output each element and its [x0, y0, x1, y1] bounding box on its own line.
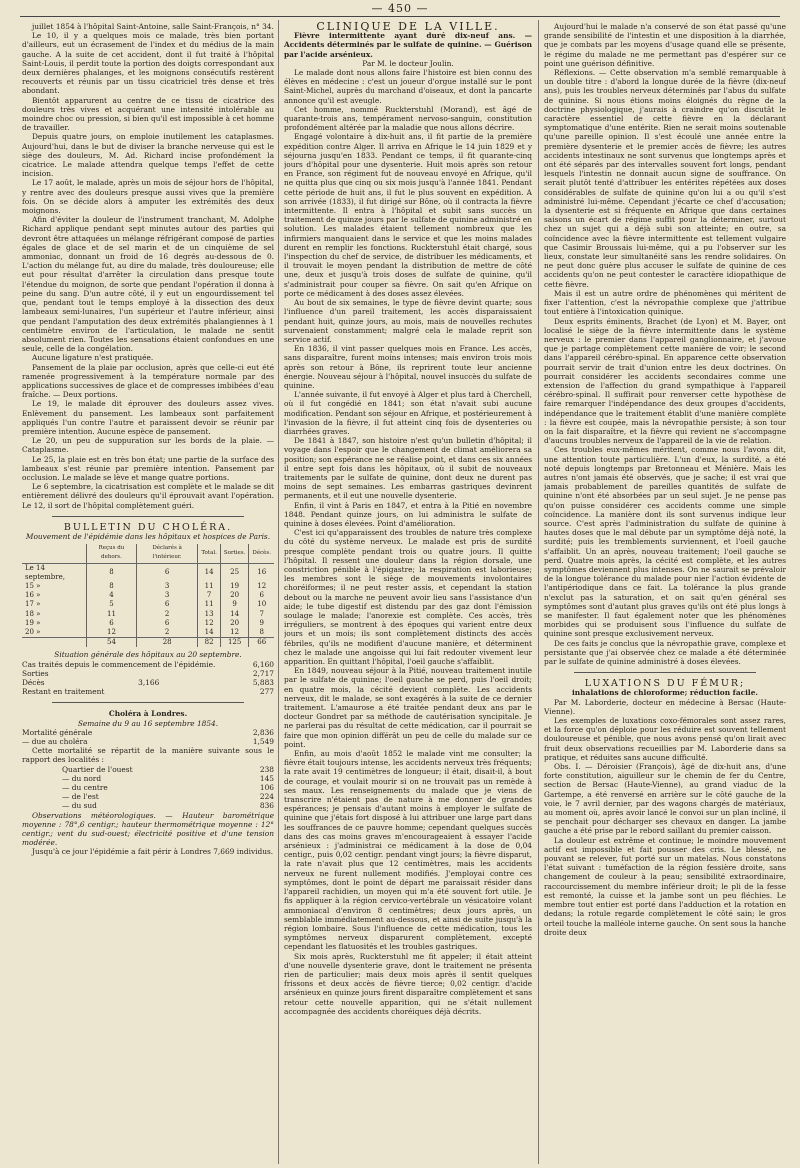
table-cell: 18 »: [25, 609, 41, 618]
table-row: [22, 628, 274, 638]
paragraph: Le 10, il y a quelques mois ce malade, très bien portant d'ailleurs, eut un écrasement de l'index et du médius de la main gauche. A la suite de cet accident, dont il fut traité à l'hôpital Saint-Louis, il perdit toute la portion des doigts correspondant aux deux dernières phalanges, et les moignons consécutifs restèrent recouverts et réunis par un tissu cicatriciel très dense et très abondant.: [22, 31, 274, 96]
luxations-author: Par M. Laborderie, docteur en médecine à Bersac (Haute-Vienne).: [544, 697, 786, 716]
table-header-row: [22, 544, 274, 563]
table-cell: 19 »: [25, 618, 41, 627]
table-cell: 15 »: [25, 581, 41, 590]
table-body: [22, 563, 274, 647]
situation-treated: [22, 660, 274, 669]
table-cell: 5: [86, 600, 136, 609]
quarter-row: [22, 792, 274, 801]
paragraph: Six mois après, Ruckterstuhl me fit appeler; il était atteint d'une nouvelle dysenterie grave, dont le traitement ne présenta rien de particulier; mais deux mois après il sentit quelques frissons et deux accès de fièvre tierce; 0,02 centigr. d'acide arsénieux en quinze jours firent disparaître complètement et sans retour cette nouvelle apparition, qui ne s'était nullement accompagnée des accidents choréiques déjà décrits.: [284, 951, 532, 1016]
article-continuation: [544, 22, 786, 666]
table-cell: 3: [136, 591, 197, 600]
paragraph: L'année suivante, il fut envoyé à Alger et plus tard à Cherchell, où il fut congédié en 1841; son état n'avait subi aucune modification. Pendant son séjour en Afrique, et postérieurement à l'invasion de la fièvre, il fut atteint cinq fois de dysenteries ou diarrhées graves.: [284, 390, 532, 436]
table-cell: 9: [249, 619, 274, 628]
table-cell: 6: [136, 600, 197, 609]
situation-value: 6,160: [252, 659, 274, 669]
london-cholera: [22, 737, 274, 746]
table-total-row: [22, 638, 274, 648]
situation-value: 2,717: [252, 668, 274, 678]
table-cell: 4: [86, 591, 136, 600]
situation-label: Décès: [22, 678, 45, 688]
london-value: 2,836: [252, 727, 274, 737]
quarters-list: [22, 765, 274, 811]
column-right: [544, 22, 786, 1162]
paragraph: La douleur est extrême et continue; le moindre mouvement actif est impossible et fait pousser des cris. Le blessé, ne pouvant se relever, fut porté sur un matelas. Nous constatons l'état suivant : tuméfaction de la région fessière droite, sans changement de couleur à la peau; sensibilité extraordinaire, raccourcissement du membre inférieur droit; le pli de la fesse est remonté, la cuisse et la jambe sont un peu fléchies. Le membre tout entier est porté dans l'adduction et la rotation en dedans; la rotule regarde complètement le côté sain; le gros orteil touche la malléole interne gauche. On sent sous la hanche droite deux: [544, 835, 786, 937]
luxations-title: LUXATIONS DU FÉMUR;: [584, 678, 746, 690]
table-cell: 8: [86, 582, 136, 591]
table-cell: 66: [249, 638, 274, 648]
paragraph: En 1836, il vint passer quelques mois en France. Les accès, sans disparaître, furent moins intenses; mais environ trois mois après son retour à Bône, ils reprirent toute leur ancienne énergie. Nouveau séjour à l'hôpital, nouvel insuccès du sulfate de quinine.: [284, 344, 532, 390]
situation-sum: 5,883: [252, 678, 274, 688]
divider: [574, 672, 756, 673]
bulletin-title: BULLETIN DU CHOLÉRA.: [63, 521, 233, 533]
table-cell: 14: [198, 628, 221, 638]
table-cell: 20 »: [25, 628, 41, 636]
paragraph: Afin d'éviter la douleur de l'instrument tranchant, M. Adolphe Richard applique pendant sept minutes autour des parties qui devront être attaquées un mélange réfrigérant composé de parties égales de glace et de sel marin et de un cinquième de sel ammoniac, donnant un froid de 16 degrés au-dessous de 0. L'action du mélange fut, au dire du malade, très douloureuse; elle eut pour résultat d'arrêter la circulation dans presque toute l'étendue du moignon, de sorte que pendant l'opération il donna à peine du sang. D'un autre côté, il y eut un engourdissement tel que, pendant tout le temps employé à la dissection des deux lambeaux semi-lunaires, l'un supérieur et l'autre inférieur, ainsi que pendant l'amputation des deux extrémités phalangiennes à 1 centimètre environ de l'articulation, le malade ne sentit absolument rien. Toutes les sensations étaient confondues en une seule, celle de la congélation.: [22, 215, 274, 354]
table-cell: 20: [220, 619, 249, 628]
table-cell: 12: [249, 582, 274, 591]
table-cell: 2: [136, 610, 197, 619]
table-cell: 16: [249, 563, 274, 582]
divider: [52, 702, 244, 703]
situation-value: 3,166: [138, 678, 160, 688]
table-cell: 8: [249, 628, 274, 638]
table-header-cell: Déclarés à l'intérieur.: [136, 544, 197, 563]
quarter-label: — du centre: [62, 783, 108, 793]
table-cell: 12: [86, 628, 136, 638]
final-note: Jusqu'à ce jour l'épidémie a fait périr à Londres 7,669 individus.: [32, 847, 274, 857]
table-header-cell: [22, 544, 86, 563]
paragraph: Aucune ligature n'est pratiquée.: [32, 353, 154, 363]
london-subtitle: Semaine du 9 au 16 septembre 1854.: [77, 718, 219, 728]
table-header-cell: Décès.: [249, 544, 274, 563]
quarter-row: [22, 774, 274, 783]
table-cell: 17 »: [25, 600, 41, 609]
table-cell: 6: [136, 619, 197, 628]
paragraph: Réflexions. — Cette observation m'a semblé remarquable à un double titre : d'abord la longue durée de la fièvre (dix-neuf ans), puis les troubles nerveux déterminés par l'abus du sulfate de quinine. Si nous étions moins éloignés du règne de la doctrine physiologique, j'aurais à craindre qu'on discutât le caractère essentiel de cette fièvre en la déclarant symptomatique d'une entérite. Rien ne serait moins soutenable qu'une pareille opinion. Il s'est écoulé une année entre la première dysenterie et le premier accès de fièvre; les autres accidents intestinaux ne sont survenus que longtemps après et ont été séparés par des intervalles souvent fort longs, pendant lesquels l'intestin ne donnait aucun signe de souffrance. On serait plutôt tenté d'attribuer les entérites répétées aux doses considérables de sulfate de quinine qu'on lui a ou qu'il s'est administré lui-même. Cependant j'écarte ce chef d'accusation; la dysenterie est si fréquente en Afrique que dans certaines saisons un écart de régime suffit pour la déterminer, surtout chez un sujet qui a déjà subi son atteinte; en outre, sa coïncidence avec la fièvre intermittente est tellement vulgaire que Casimir Broussais lui-même, qui a pu l'observer sur les lieux, constate leur simultanéité sans les rendre solidaires. On ne peut donc guère plus accuser le sulfate de quinine de ces accidents qu'on ne peut contester le caractère idiopathique de cette fièvre.: [544, 68, 786, 289]
quarter-row: [22, 783, 274, 792]
paragraph: Enfin, il vint à Paris en 1847, et entra à la Pitié en novembre 1848. Pendant quinze jours, on lui administra le sulfate de quinine à doses élevées. Point d'amélioration.: [284, 500, 532, 528]
london-note: Cette mortalité se répartit de la manière suivante sous le rapport des localités :: [22, 746, 274, 765]
table-cell: 82: [198, 638, 221, 648]
quarter-value: 106: [259, 783, 274, 793]
situation-remaining: [22, 687, 274, 696]
luxations-subtitle: inhalations de chloroforme; réduction facile.: [572, 688, 758, 698]
table-cell: 11: [198, 600, 221, 609]
paragraph: Aujourd'hui le malade n'a conservé de son état passé qu'une grande sensibilité de l'intestin et une disposition à la diarrhée, que je combats par les moyens d'usage quand elle se présente, le régime du malade ne me permettant pas d'espérer sur ce point une guérison définitive.: [544, 22, 786, 68]
bulletin-subtitle: Mouvement de l'épidémie dans les hôpitaux et hospices de Paris.: [25, 531, 271, 541]
paragraph: Enfin, au mois d'août 1852 le malade vint me consulter; la fièvre était toujours intense, les accidents nerveux très fréquents; la rate avait 19 centimètres de longueur; il était, disait-il, à bout de courage, et voulait mourir si on ne trouvait pas un remède à ses maux. Les renseignements du malade que je viens de transcrire n'étaient pas de nature à me donner de grandes espérances; je pensais d'autant moins à employer le sulfate de quinine que j'étais fort disposé à lui attribuer une large part dans les souffrances de ce pauvre homme; cependant quelques succès dans des cas moins graves m'encourageaient à essayer l'acide arsénieux : j'administrai ce médicament à la dose de 0,04 centigr., puis 0,02 centigr. pendant vingt jours; la fièvre disparut, la rate n'avait plus que 12 centimètres, mais les accidents nerveux ne furent nullement modifiés. J'employai contre ces symptômes, dont le point de départ me paraissait résider dans l'appareil rachidien, un moyen qui m'a été souvent fort utile. Je fis appliquer à la région cervico-vertébrale un vésicatoire volant ammoniacal d'environ 8 centimètres; deux jours après, un semblable immédiatement au-dessous, et ainsi de suite jusqu'à la région lombaire. Sous l'influence de cette médication, tous les symptômes nerveux disparurent complètement, excepté cependant les flatuosités et les troubles gastriques.: [284, 749, 532, 952]
paragraph: Mais il est un autre ordre de phénomènes qui méritent de fixer l'attention, c'est la névropathie complexe que j'attribue tout entière à l'intoxication quinique.: [544, 288, 786, 317]
paragraph: Pansement de la plaie par occlusion, après que celle-ci eut été ramenée progressivement à la température normale par des applications successives de glace et de compresses imbibées d'eau fraîche. — Deux portions.: [22, 362, 274, 400]
observations: Observations météorologiques. — Hauteur barométrique moyenne : 78°,6 centigr.; hauteur thermométrique moyenne : 12° centigr.; vent du sud-ouest; électricité positive et d'une tension modérée.: [22, 810, 274, 848]
quarter-label: Quartier de l'ouest: [62, 764, 133, 774]
paragraph: Bientôt apparurent au centre de ce tissu de cicatrice des douleurs très vives et acquérant une intensité intolérable au moindre choc ou pression, si bien qu'il est impossible à cet homme de travailler.: [22, 95, 274, 133]
situation-label: Sorties: [22, 668, 49, 678]
london-mortality: [22, 728, 274, 737]
table-cell: 2: [136, 628, 197, 638]
table-row: [22, 582, 274, 591]
situation-sorties: [22, 669, 274, 678]
table-header-cell: Reçus du dehors.: [86, 544, 136, 563]
article-title: Fièvre intermittente ayant duré dix-neuf ans. — Accidents déterminés par le sulfate de quinine. — Guérison par l'acide arsénieux.: [284, 31, 532, 59]
quarter-value: 836: [259, 801, 274, 811]
case-report-text: [22, 22, 274, 510]
situation-title: Situation générale des hôpitaux au 20 septembre.: [54, 650, 242, 660]
table-cell: 13: [198, 610, 221, 619]
paragraph: Depuis quatre jours, on emploie inutilement les cataplasmes. Aujourd'hui, dans le but de diviser la branche nerveuse qui est le siège des douleurs, M. Ad. Richard incise profondément la cicatrice. Le malade attendra quelque temps l'effet de cette incision.: [22, 132, 274, 179]
situation-label: Cas traités depuis le commencement de l'épidémie.: [22, 659, 216, 669]
table-cell: 3: [136, 582, 197, 591]
table-cell: 7: [198, 591, 221, 600]
cholera-table: [22, 544, 274, 647]
table-cell: 6: [136, 563, 197, 582]
paragraph: Obs. I. — Déroisier (François), âgé de dix-huit ans, d'une forte constitution, aiguilleur sur le chemin de fer du Centre, section de Bersac (Haute-Vienne), au grand viaduc de la Gartempe, a été renversé en arrière sur le côté gauche de la voie, le 7 avril dernier, par des wagons chargés de matériaux, au moment où, après avoir lancé le convoi sur un plan incliné, il se penchait pour décharger ses chevaux en danger. La jambe gauche a été prise par le rebord saillant du premier caisson.: [544, 762, 786, 836]
paragraph: Ces troubles eux-mêmes méritent, comme nous l'avons dit, une attention toute particulière. L'un d'eux, la surdité, a été noté depuis longtemps par Bretonneau et Ménière. Mais les autres n'ont jamais été observés, que je sache; il est vrai que jamais probablement de pareilles quantités de sulfate de quinine n'ont été absorbées par un seul sujet. Je ne pense pas qu'on puisse considérer ces accidents comme une simple coïncidence. La manière dont ils sont survenus indique leur source. C'est après l'administration du sulfate de quinine à hautes doses que le mal débute par un symptôme déjà noté, la surdité; puis les tremblements surviennent, et l'oeil gauche s'affaiblit. Un an après, nouveau traitement; l'oeil gauche se perd. Quatre mois après, la cécité est complète, et les autres symptômes deviennent plus intenses. On ne saurait se prévaloir de la longue tolérance du malade pour nier l'action évidente de l'antipériodique dans ce fait. La tolérance la plus grande n'exclut pas la saturation, et on sait qu'en général ses symptômes sont d'autant plus graves qu'ils ont été plus longs à se manifester. Il faut également noter que les phénomènes morbides qui se produisent sous l'influence du sulfate de quinine sont presque exclusivement nerveux.: [544, 445, 786, 639]
table-cell: 54: [86, 638, 136, 648]
table-cell: 125: [220, 638, 249, 648]
quarter-value: 224: [259, 792, 274, 802]
paragraph: C'est ici qu'apparaissent des troubles de nature très complexe du côté du système nerveux. Le malade est pris de surdité presque complète pendant trois ou quatre jours. Il quitte l'hôpital. Il ressent une douleur dans la région dorsale, une constriction pénible à l'épigastre; la respiration est laborieuse; les membres sont le siège de mouvements involontaires choréiformes; il ne peut rester assis, et cependant la station debout ou la marche ne peuvent avoir lieu sans l'assistance d'un aide; le tube digestif est distendu par des gaz dont l'émission soulage le malade; l'anorexie est complète. Ces accès, très irréguliers, se montrent à des époques qui varient entre deux jours et un mois; ils sont complètement distincts des accès fébriles, qu'ils ne modifient d'aucune manière, et déterminent chez le malade une angoisse qui lui fait redouter vivement leur apparition. En quittant l'hôpital, l'oeil gauche s'affaiblit.: [284, 528, 532, 667]
top-rule: [20, 16, 780, 17]
table-cell: 6: [249, 591, 274, 600]
table-cell: 20: [220, 591, 249, 600]
column-middle: [284, 22, 532, 1162]
divider: [52, 516, 244, 517]
section-title: CLINIQUE DE LA VILLE.: [316, 22, 500, 33]
table-row: [22, 610, 274, 619]
table-cell: 14: [198, 563, 221, 582]
quarter-row: [22, 801, 274, 810]
paragraph: Le 20, un peu de suppuration sur les bords de la plaie. — Cataplasme.: [22, 436, 274, 455]
table-cell: 10: [249, 600, 274, 609]
table-header-cell: Sorties.: [220, 544, 249, 563]
table-cell: Le 14 septembre,: [25, 563, 66, 581]
table-header-cell: Total.: [198, 544, 221, 563]
paragraph: Cet homme, nommé Ruckterstuhl (Morand), est âgé de quarante-trois ans, tempérament nervoso-sanguin, constitution profondément altérée par la maladie que nous allons décrire.: [284, 104, 532, 133]
quarter-value: 238: [259, 764, 274, 774]
paragraph: Au bout de six semaines, le type de fièvre devint quarte; sous l'influence d'un pareil traitement, les accès disparaissaient pendant huit, quinze jours, au mois, mais de nouvelles rechutes survenaient constamment; malgré cela le malade reprit son service actif.: [284, 298, 532, 344]
article-text: [284, 68, 532, 1016]
paragraph: Le 17 août, le malade, après un mois de séjour hors de l'hôpital, y rentre avec des douleurs presque aussi vives que la première fois. On se décide alors à amputer les extrémités des deux moignons.: [22, 178, 274, 216]
london-title: Choléra à Londres.: [108, 709, 188, 719]
column-separator: [538, 20, 539, 1164]
paragraph: Le 19, le malade dit éprouver des douleurs assez vives. Enlèvement du pansement. Les lambeaux sont parfaitement appliqués l'un contre l'autre et paraissent devoir se réunir par première intention. Aucune espèce de pansement.: [22, 399, 274, 436]
paragraph: Le malade dont nous allons faire l'histoire est bien connu des élèves en médecine : c'est un joueur d'orgue installé sur le pont Saint-Michel, auprès du marchand d'oiseaux, et dont la pancarte annonce qu'il est aveugle.: [284, 68, 532, 105]
london-label: Mortalité générale: [22, 727, 93, 737]
london-label: — due au choléra: [22, 737, 88, 747]
table-cell: 9: [220, 600, 249, 609]
situation-value: 277: [259, 687, 274, 697]
table-cell: 11: [198, 582, 221, 591]
article-author: Par M. le docteur Joulin.: [362, 58, 454, 68]
paragraph: En 1849, nouveau séjour à la Pitié, nouveau traitement inutile par le sulfate de quinine; l'oeil gauche se perd, puis l'oeil droit; en quatre mois, la cécité devient complète. Les accidents nerveux, dit le malade, se sont exagérés à la suite de ce dernier traitement. L'amaurose a été traitée pendant deux ans par le docteur Gondret par sa méthode de cautérisation syncipitale. Je ne parlerai pas du résultat de cette médication, car il pourrait se faire que mon opinion différât un peu de celle du malade sur ce point.: [284, 666, 532, 749]
quarter-label: — du sud: [62, 801, 97, 811]
column-left: [22, 22, 274, 1162]
table-cell: 12: [220, 628, 249, 638]
quarter-label: — de l'est: [62, 792, 99, 802]
table-row: [22, 619, 274, 628]
paragraph: Deux esprits éminents, Brachet (de Lyon) et M. Bayer, ont localisé le siège de la fièvre intermittente dans le système nerveux : le premier dans l'appareil ganglionnaire, et j'avoue que je partage complètement cette manière de voir; le second dans l'appareil cérébro-spinal. En apparence cette observation pourrait servir de trait d'union entre les deux doctrines. On pourrait considérer les accidents secondaires comme une extension de l'affection du grand sympathique à l'appareil cérébro-spinal. Il suffirait pour renverser cette hypothèse de faire remarquer l'indépendance des deux groupes d'accidents, indépendance que le traitement établit d'une manière complète : la fièvre est coupée, mais la névropathie persiste; à son tour on la fait disparaître, et la fièvre qui revient ne s'accompagne d'aucuns troubles nerveux de l'appareil de la vie de relation.: [544, 316, 786, 446]
quarter-value: 145: [259, 773, 274, 783]
luxations-text: [544, 716, 786, 937]
table-cell: 28: [136, 638, 197, 648]
situation-label: Restant en traitement: [22, 687, 105, 697]
table-cell: 14: [220, 610, 249, 619]
paragraph: Le 6 septembre, la cicatrisation est complète et le malade se dit entièrement délivré des douleurs qu'il éprouvait avant l'opération. Le 12, il sort de l'hôpital complètement guéri.: [22, 482, 274, 510]
table-row: [22, 600, 274, 609]
london-value: 1,549: [252, 737, 274, 747]
table-cell: 19: [220, 582, 249, 591]
table-cell: 25: [220, 563, 249, 582]
quarter-label: — du nord: [62, 773, 102, 783]
table-cell: [22, 638, 86, 648]
table-cell: 6: [86, 619, 136, 628]
page-number: — 450 —: [371, 2, 429, 15]
column-separator: [278, 20, 279, 1164]
paragraph: Les exemples de luxations coxo-fémorales sont assez rares, et la force qu'on déploie pour les réduire est souvent tellement douloureuse et pénible, que nous avons pensé qu'on lirait avec fruit deux observations recueillies par M. Laborderie dans sa pratique, et réduites sans aucune difficulté.: [544, 716, 786, 762]
paragraph: Le 25, la plaie est en très bon état; une partie de la surface des lambeaux s'est réunie par première intention. Pansement par occlusion. Le malade se lève et mange quatre portions.: [22, 454, 274, 482]
table-cell: 12: [198, 619, 221, 628]
paragraph: juillet 1854 à l'hôpital Saint-Antoine, salle Saint-François, n° 34.: [32, 22, 274, 31]
quarter-row: [22, 765, 274, 774]
paragraph: De ces faits je conclus que la névropathie grave, complexe et persistante que j'ai observée chez ce malade a été déterminée par le sulfate de quinine administré à doses élevées.: [544, 638, 786, 667]
table-row: [22, 591, 274, 600]
paragraph: De 1841 à 1847, son histoire n'est qu'un bulletin d'hôpital; il voyage dans l'espoir que le changement de climat améliorera sa position; son espérance ne se réalise point, et dans ces six années il entre sept fois dans les hôpitaux, où il subit de nouveaux traitements par le sulfate de quinine, dont deux ne durent pas moins de sept semaines. Les embarras gastriques devinrent permanents, et il eut une nouvelle dysenterie.: [284, 436, 532, 501]
table-row: [22, 563, 274, 582]
table-cell: 11: [86, 610, 136, 619]
table-cell: 8: [86, 563, 136, 582]
situation-deces: [22, 678, 274, 687]
table-cell: 7: [249, 610, 274, 619]
paragraph: Engagé volontaire à dix-huit ans, il fit partie de la première expédition contre Alger. Il arriva en Afrique le 14 juin 1829 et y séjourna jusqu'en 1833. Pendant ce temps, il fit quarante-cinq jours d'hôpital pour une dysenterie. Huit mois après son retour en France, son régiment fut de nouveau envoyé en Afrique, qu'il ne quitta plus que cinq ou six mois jusqu'à l'année 1841. Pendant cette période de huit ans, il fut le plus souvent en expédition. A son arrivée (1833), il fut dirigé sur Bône, où il contracta la fièvre intermittente. Il entra à l'hôpital et subit sans succès un traitement de quinze jours par le sulfate de quinine administré en solution. Les malades étaient tellement nombreux que les infirmiers manquaient dans le service et que les moins malades durent en remplir les fonctions. Ruckterstuhl était chargé, sous l'inspection du chef de service, de distribuer les médicaments, et il trouvait le moyen pendant la distribution de mettre de côté une, deux et jusqu'à trois doses de sulfate de quinine, qu'il s'administrait pour couper sa fièvre. On sait qu'en Afrique on porte ce médicament à des doses assez élevées.: [284, 132, 532, 298]
table-cell: 16 »: [25, 591, 41, 600]
